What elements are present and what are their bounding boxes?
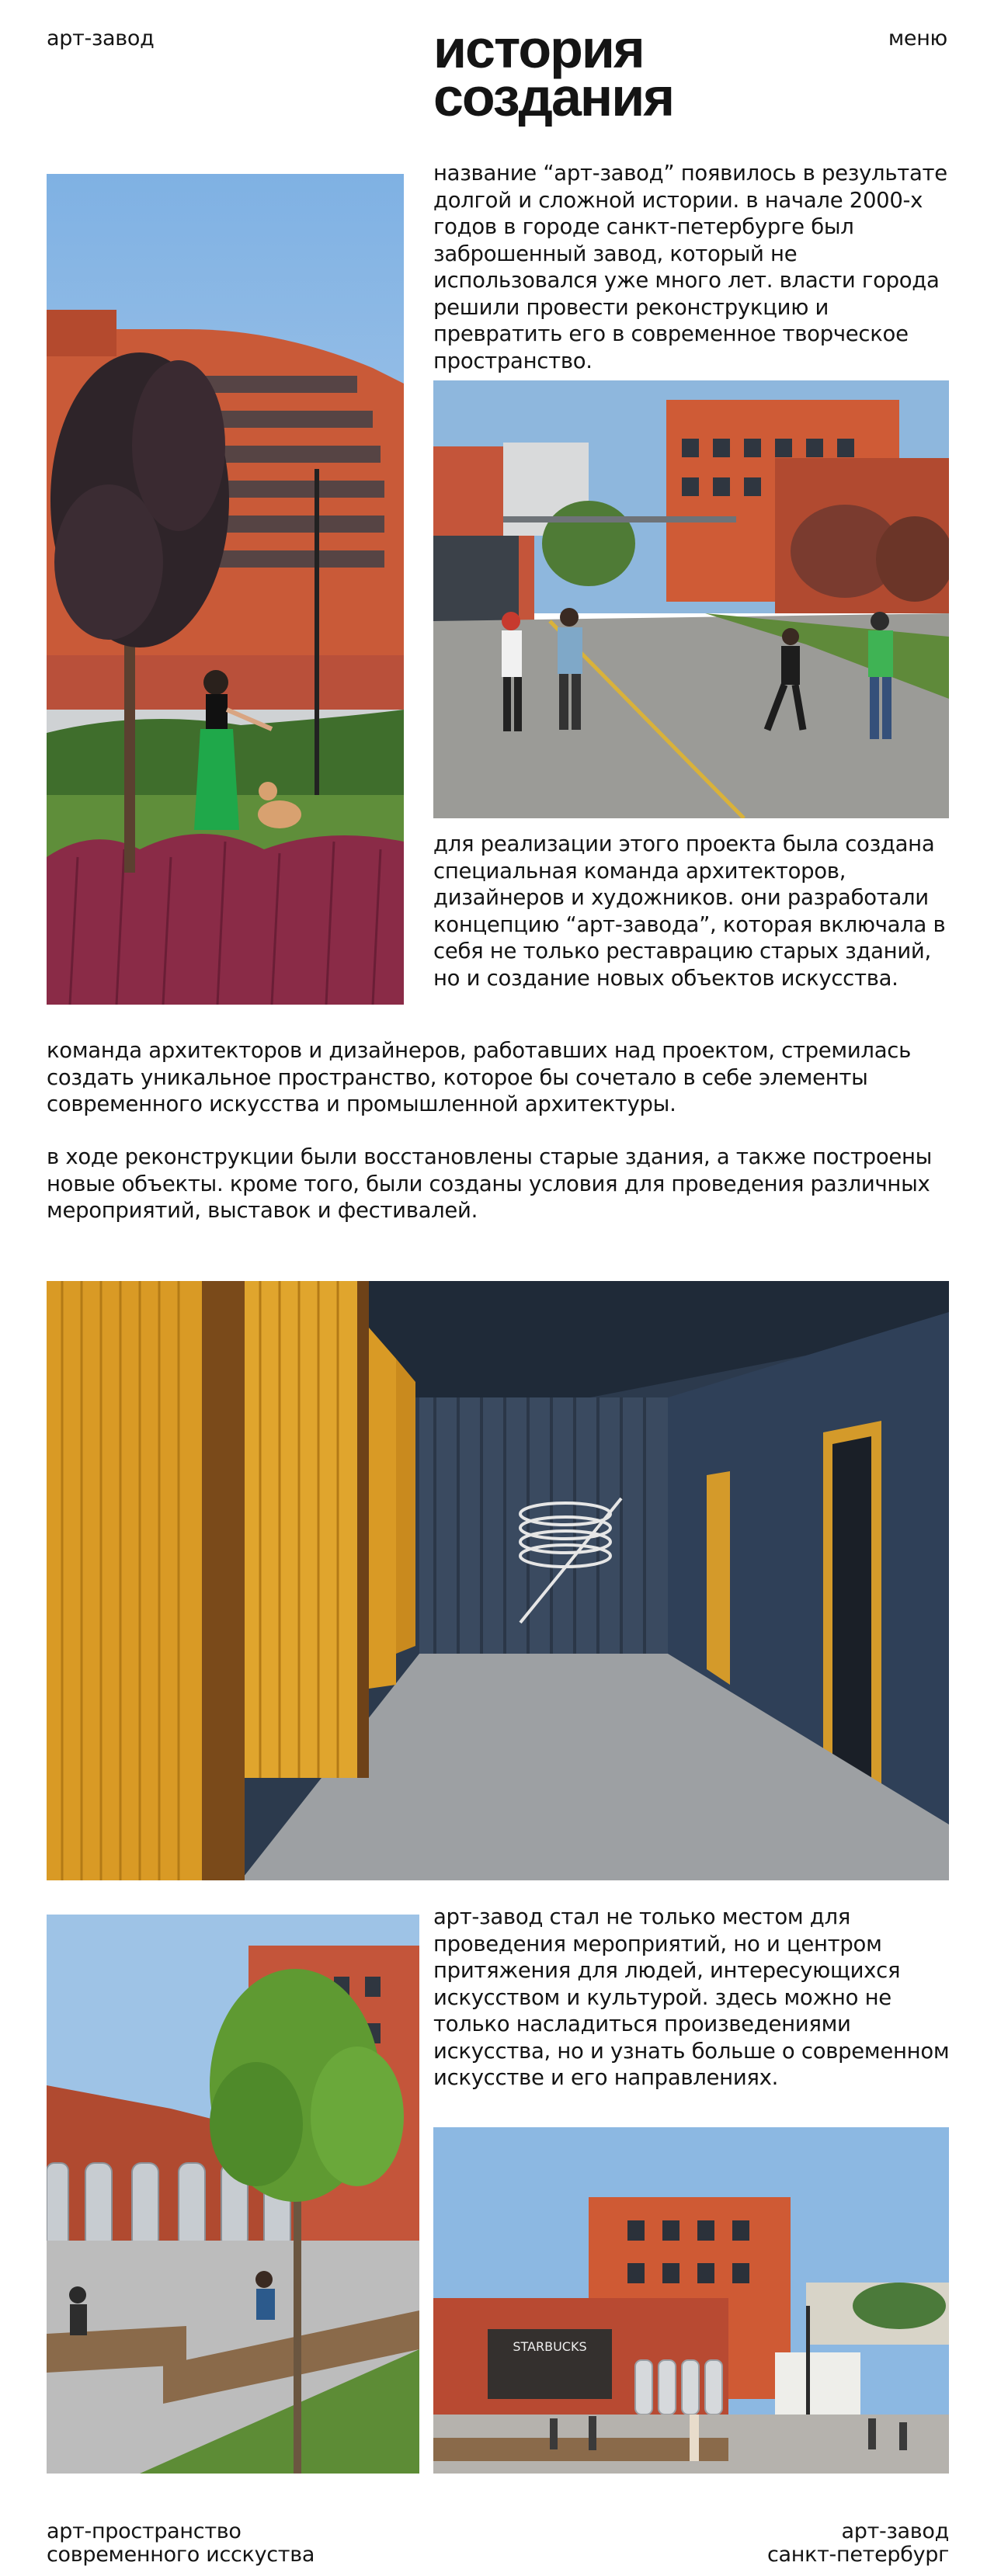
- intro-paragraph: название “арт-завод” появилось в результате долгой и сложной истории. в начале 2000-х годов в городе санкт-петербурге был заброшенный завод, который не использовался уже много лет. власти города решили провести реконструкцию и превратить его в современное творческое пространство.: [433, 161, 947, 373]
- photo-courtyard-dog: [47, 174, 404, 1005]
- page-title-line2: создания: [433, 67, 674, 127]
- cafe-sign: STARBUCKS: [513, 2339, 587, 2354]
- footer-right-line2: санкт-петербург: [766, 2543, 949, 2567]
- footer-left-line1: арт-пространство: [47, 2519, 242, 2543]
- goal-paragraph: команда архитекторов и дизайнеров, работавших над проектом, стремилась создать уникальное пространство, которое бы сочетало в себе элементы современного искусства и промышленной архитектуры.: [47, 1038, 911, 1116]
- reconstruction-paragraph: в ходе реконструкции были восстановлены старые здания, а также построены новые объекты. кроме того, были созданы условия для проведения различных мероприятий, выставок и фестивалей.: [47, 1144, 933, 1223]
- footer-left: [47, 2520, 315, 2567]
- page-title-line1: история: [433, 19, 644, 79]
- brand-logo[interactable]: арт-завод: [47, 26, 155, 50]
- photo-courtyard-silos: [47, 1915, 419, 2474]
- attraction-paragraph: арт-завод стал не только местом для проведения мероприятий, но и центром притяжения для людей, интересующихся искусством и культурой. здесь можно не только насладиться произведениями искусства, но и узнать больше о современном искусстве и его направлениях.: [433, 1904, 950, 2090]
- page-title: [433, 19, 674, 127]
- photo-street-skaters: [433, 380, 949, 818]
- footer-right-line1: арт-завод: [841, 2519, 949, 2543]
- photo-interior-logo: [47, 1281, 949, 1880]
- team-paragraph: для реализации этого проекта была создана специальная команда архитекторов, дизайнеров и художников. они разработали концепцию “арт-завода”, которая включала в себя не только реставрацию старых зданий, но и создание новых объектов искусства.: [433, 831, 946, 991]
- menu-button[interactable]: меню: [888, 26, 947, 50]
- footer-left-line2: современного исскуства: [47, 2543, 315, 2567]
- footer-right: [767, 2520, 949, 2567]
- photo-starbucks-square: [433, 2127, 949, 2474]
